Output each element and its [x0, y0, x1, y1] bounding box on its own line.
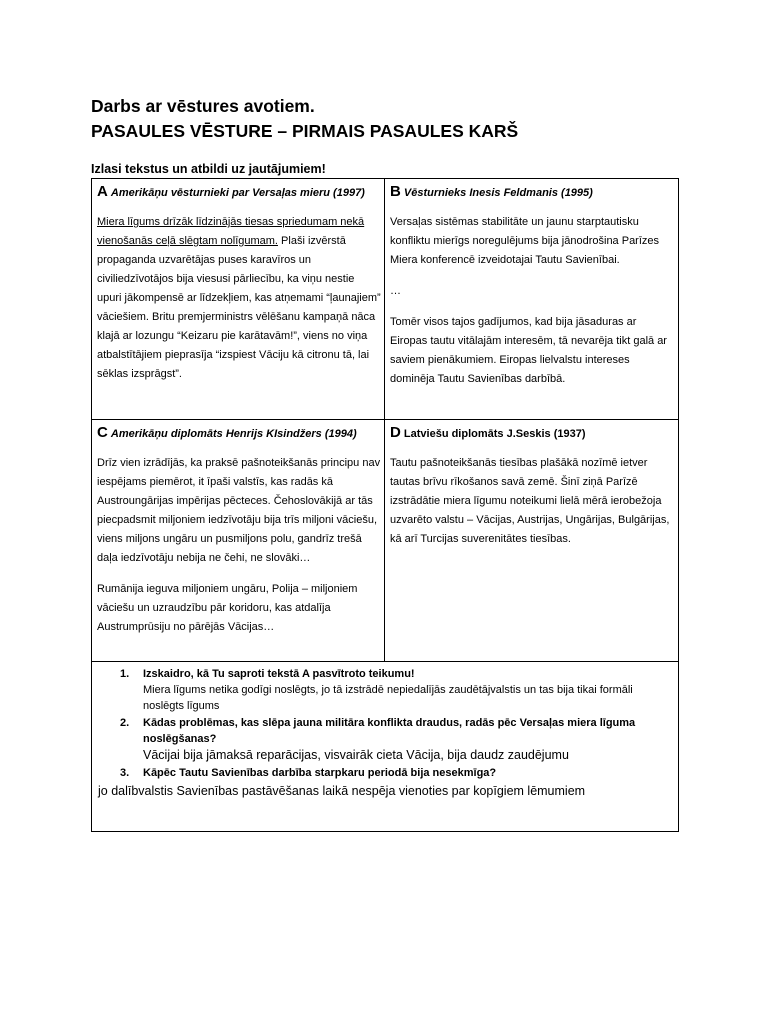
source-d-heading — [390, 423, 676, 444]
sources-table — [91, 178, 679, 662]
source-a-title: Amerikāņu vēsturnieki par Versaļas mieru (1997) — [110, 187, 365, 199]
source-b-paragraph-2: Tomēr visos tajos gadījumos, kad bija jāsaduras ar Eiropas tautu vitālajām interesēm, tā nevarēja tikt galā ar saviem pienākumiem. Eiropas lielvalstu intereses dominēja Tautu Savienības darbībā. — [390, 316, 667, 385]
answer-3[interactable]: jo dalībvalstis Savienības pastāvēšanas laikā nespēja vienoties par kopīgiem lēmumiem — [98, 784, 586, 798]
source-d-letter: D — [390, 424, 401, 441]
question-3-number: 3. — [120, 767, 130, 779]
source-d-cell — [390, 423, 676, 561]
table-divider-vertical — [384, 179, 385, 662]
question-1-number: 1. — [120, 668, 130, 680]
source-b-cell — [390, 182, 676, 401]
instruction-text: Izlasi tekstus un atbildi uz jautājumiem! — [91, 162, 326, 176]
question-2-number: 2. — [120, 717, 130, 729]
page-title: Darbs ar vēstures avotiem. — [91, 96, 315, 116]
question-1-text: Izskaidro, kā Tu saproti tekstā A pasvītroto teikumu! — [143, 668, 415, 680]
source-b-paragraph-1: Versaļas sistēmas stabilitāte un jaunu starptautisku konfliktu mierīgs noregulējums bija jānodrošina Parīzes Miera konferencē izveidotajai Tautu Savienībai. — [390, 216, 660, 266]
question-3-text: Kāpēc Tautu Savienības darbība starpkaru periodā bija nesekmīga? — [143, 767, 497, 779]
question-2-text: Kādas problēmas, kas slēpa jauna militāra konflikta draudus, radās pēc Versaļas miera līguma noslēgšanas? — [143, 717, 636, 745]
source-c-paragraph-1: Drīz vien izrādījās, ka praksē pašnoteikšanās principu nav iespējams piemērot, it īpaši valstīs, kas radās kā Austroungārijas impērijas pēcteces. Čehoslovākijā ar tās piecpadsmit miljoniem iedzīvotāju bija trīs miljoni vāciešu, viens miljons ungāru un pusmiljons polu, gandrīz trešā daļa iedzīvotāju nebija ne čehi, ne slovāki… — [97, 457, 381, 564]
source-b-letter: B — [390, 183, 401, 200]
source-b-heading — [390, 182, 676, 203]
source-c-letter: C — [97, 424, 108, 441]
source-a-underlined-sentence: Miera līgums drīzāk līdzinājās tiesas spriedumam nekā vienošanās ceļā slēgtam nolīgumam. — [97, 216, 365, 247]
questions-box — [91, 661, 679, 832]
source-a-letter: A — [97, 183, 108, 200]
source-d-paragraph-1: Tautu pašnoteikšanās tiesības plašākā nozīmē ietver tautas brīvu rīkošanos savā zemē. Šinī ziņā Parīzē izstrādātie miera līgumu noteikumi lielā mērā ierobežoja uzvarēto valstu – Vācijas, Austrijas, Ungārijas, Bulgārijas, kā arī Turcijas suverenitātes tiesības. — [390, 457, 670, 545]
answer-1[interactable]: Miera līgums netika godīgi noslēgts, jo tā izstrādē nepiedalījās zaudētājvalstis un tas bija tikai formāli noslēgts līgums — [143, 684, 633, 712]
table-divider-horizontal — [92, 419, 679, 420]
source-a-cell — [97, 182, 381, 396]
page-subtitle: PASAULES VĒSTURE – PIRMAIS PASAULES KARŠ — [91, 121, 519, 141]
answer-2[interactable]: Vācijai bija jāmaksā reparācijas, visvairāk cieta Vācija, bija daudz zaudējumu — [143, 748, 569, 762]
source-c-heading — [97, 423, 381, 444]
source-a-rest: Plaši izvērstā propaganda uzvarētājas puses karavīros un civiliedzīvotājos bija viesusi pārliecību, ka viņu nestie upuri jākompensē ar līdzekļiem, kas atņemami “ļaunajiem” vāciešiem. Britu premjerministrs vēlēšanu kampaņā nāca klajā ar lozungu “Keizaru pie karātavām!”, viens no viņa atbalstītājiem pieprasīja “izspiest Vāciju kā citronu tā, lai sēklas izsprāgst”. — [97, 235, 381, 380]
source-c-cell — [97, 423, 381, 649]
source-b-ellipsis: … — [390, 285, 401, 297]
source-c-paragraph-2: Rumānija ieguva miljoniem ungāru, Polija – miljoniem vāciešu un uzraudzību pār koridoru, kas atdalīja Austrumprūsiju no pārējās Vācijas… — [97, 583, 358, 633]
source-b-title: Vēsturnieks Inesis Feldmanis (1995) — [403, 187, 593, 199]
source-a-text — [97, 213, 381, 384]
source-c-title: Amerikāņu diplomāts Henrijs KIsindžers (1994) — [110, 428, 357, 440]
source-d-title: Latviešu diplomāts J.Seskis (1937) — [403, 428, 586, 440]
source-a-heading — [97, 182, 381, 203]
